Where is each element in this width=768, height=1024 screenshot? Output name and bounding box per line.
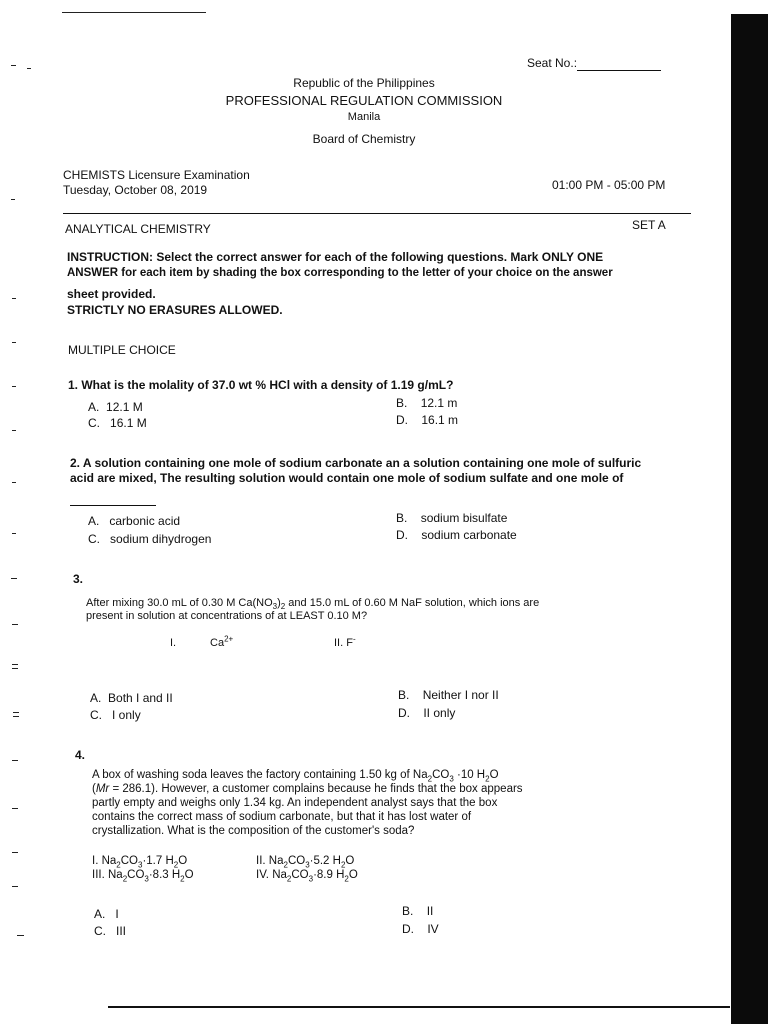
scan-bottom-line [108,1006,730,1008]
instruction-label: INSTRUCTION: [67,250,153,264]
item-1-ion: $Ca^{2+}$ [210,634,234,649]
question-2-line-2: acid are mixed, The resulting solution would contain one mole of sodium sulfate and one mole of [70,471,624,485]
option-a: A. I [94,907,119,921]
option-c: C. sodium dihydrogen [88,532,212,546]
choice-iv: IV. $Na_2CO_3\cdot 8.9$ $H_2O$ [256,869,358,884]
instruction-line-2: ANSWER for each item by shading the box corresponding to the letter of your choice on the answer [67,267,613,279]
subject-title: ANALYTICAL CHEMISTRY [65,222,211,236]
choice-i: I. $Na_2CO_3\cdot 1.7$ $H_2O$ [92,855,188,870]
exam-time: 01:00 PM - 05:00 PM [552,178,666,192]
option-a: A. 12.1 M [88,400,143,414]
question-1 [68,378,453,393]
item-1-label: I. [170,637,177,649]
item-2-ion: II. F- [334,634,356,649]
question-4-line-2: (Mr = 286.1). However, a customer complains because he finds that the box appears [92,783,523,795]
question-number: 2. [70,456,81,470]
answer-blank [70,505,156,506]
option-d: D. II only [398,706,456,720]
republic-line: Republic of the Philippines [293,76,435,90]
city-line: Manila [347,111,381,123]
instruction-line-4: STRICTLY NO ERASURES ALLOWED. [67,303,283,317]
set-label: SET A [632,218,666,232]
option-a: A. carbonic acid [88,514,181,528]
option-b: B. sodium bisulfate [396,511,508,525]
option-c: C. 16.1 M [88,416,147,430]
scan-edge-shadow [731,14,768,1024]
option-b: B. II [402,904,434,918]
option-c: C. I only [90,708,141,722]
instruction-line-3: sheet provided. [67,287,156,301]
exam-title: CHEMISTS Licensure Examination [63,168,250,182]
board-name: Board of Chemistry [312,132,416,146]
question-number: 3. [73,572,84,586]
option-c: C. III [94,924,127,938]
seat-number-label: Seat No.: [527,56,578,70]
option-d: D. IV [402,922,439,936]
instruction-line-1: INSTRUCTION: Select the correct answer for each of the following questions. Mark ONLY ONE [67,250,604,264]
option-b: B. Neither I nor II [398,688,499,702]
seat-number-blank [577,58,661,71]
question-number: 1. [68,378,79,392]
question-4-line-3: partly empty and weighs only 1.34 kg. An independent analyst says that the box [92,797,498,809]
section-title: MULTIPLE CHOICE [68,343,176,357]
question-4-line-4: contains the correct mass of sodium carbonate, but that it has lost water of [92,811,472,823]
seat-number-field [527,56,661,71]
option-a: A. Both I and II [90,691,173,705]
question-number: 4. [75,748,86,762]
option-d: D. 16.1 m [396,413,459,427]
scan-top-line [62,12,206,13]
question-3-line-1: After mixing 30.0 mL of 0.30 M $Ca(NO_3)_2$ and 15.0 mL of 0.60 M NaF solution, which ions are [86,597,540,612]
option-d: D. sodium carbonate [396,528,517,542]
question-text: A solution containing one mole of sodium carbonate an a solution containing one mole of sulfuric [82,456,642,470]
choice-ii: II. $Na_2CO_3\cdot 5.2$ $H_2O$ [256,855,355,870]
header-divider [63,213,691,214]
question-2 [70,456,641,471]
option-b: B. 12.1 m [396,396,458,410]
question-4-line-1: A box of washing soda leaves the factory containing 1.50 kg of $Na_2CO_3 \cdot 10$ $H_2O$ [92,769,499,784]
exam-date: Tuesday, October 08, 2019 [63,183,208,197]
commission-name: PROFESSIONAL REGULATION COMMISSION [225,93,503,108]
question-text: What is the molality of 37.0 wt % HCl with a density of 1.19 g/mL? [81,378,454,392]
question-3-line-2: present in solution at concentrations of at LEAST 0.10 M? [86,610,368,622]
question-4-line-5: crystallization. What is the composition of the customer's soda? [92,825,415,837]
choice-iii: III. $Na_2CO_3\cdot 8.3$ $H_2O$ [92,869,194,884]
